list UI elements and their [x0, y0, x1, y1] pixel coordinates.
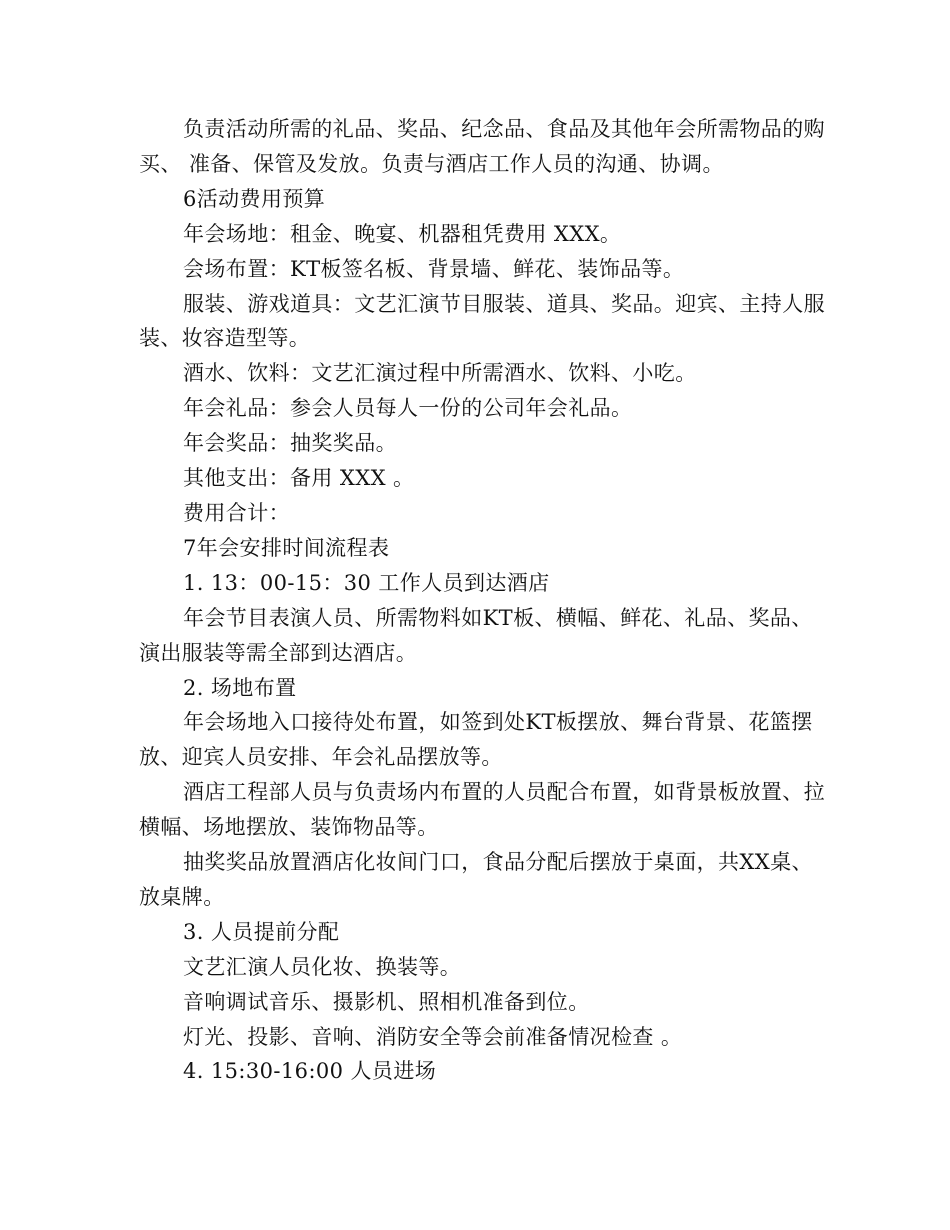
paragraph: 年会奖品：抽奖奖品。 [183, 431, 397, 456]
paragraph: 酒水、饮料：文艺汇演过程中所需酒水、饮料、小吃。 [183, 361, 697, 386]
paragraph: 抽奖奖品放置酒店化妆间门口，食品分配后摆放于桌面，共XX桌、放桌牌。 [139, 850, 813, 909]
paragraph: 年会场地：租金、晚宴、机器租凭费用 XXX。 [183, 221, 622, 246]
paragraph: 年会节目表演人员、所需物料如KT板、横幅、鲜花、礼品、奖品、演出服装等需全部到达酒店。 [139, 605, 813, 665]
paragraph: 服装、游戏道具：文艺汇演节目服装、道具、奖品。迎宾、主持人服装、妆容造型等。 [139, 291, 825, 351]
list-item-heading: 3. 人员提前分配 [183, 919, 340, 944]
paragraph: 会场布置：KT板签名板、背景墙、鲜花、装饰品等。 [183, 256, 685, 281]
paragraph: 年会场地入口接待处布置，如签到处KT板摆放、舞台背景、花篮摆放、迎宾人员安排、年会礼品摆放等。 [139, 710, 813, 770]
paragraph: 年会礼品：参会人员每人一份的公司年会礼品。 [183, 396, 633, 421]
section-heading: 7年会安排时间流程表 [183, 535, 390, 560]
list-item-heading: 4. 15:30-16:00 人员进场 [183, 1059, 437, 1084]
paragraph: 其他支出：备用 XXX 。 [183, 466, 415, 491]
document-body [139, 112, 829, 1089]
paragraph: 负责活动所需的礼品、奖品、纪念品、食品及其他年会所需物品的购买、 准备、保管及发放。负责与酒店工作人员的沟通、协调。 [139, 117, 825, 176]
paragraph: 灯光、投影、音响、消防安全等会前准备情况检查 。 [183, 1024, 683, 1049]
paragraph: 音响调试音乐、摄影机、照相机准备到位。 [183, 989, 590, 1014]
paragraph: 酒店工程部人员与负责场内布置的人员配合布置，如背景板放置、拉横幅、场地摆放、装饰物品等。 [139, 780, 825, 840]
section-heading: 6活动费用预算 [183, 186, 326, 211]
paragraph: 文艺汇演人员化妆、换装等。 [183, 954, 462, 979]
list-item-heading: 1. 13：00-15：30 工作人员到达酒店 [183, 570, 550, 595]
list-item-heading: 2. 场地布置 [183, 675, 297, 700]
paragraph: 费用合计： [183, 500, 290, 525]
